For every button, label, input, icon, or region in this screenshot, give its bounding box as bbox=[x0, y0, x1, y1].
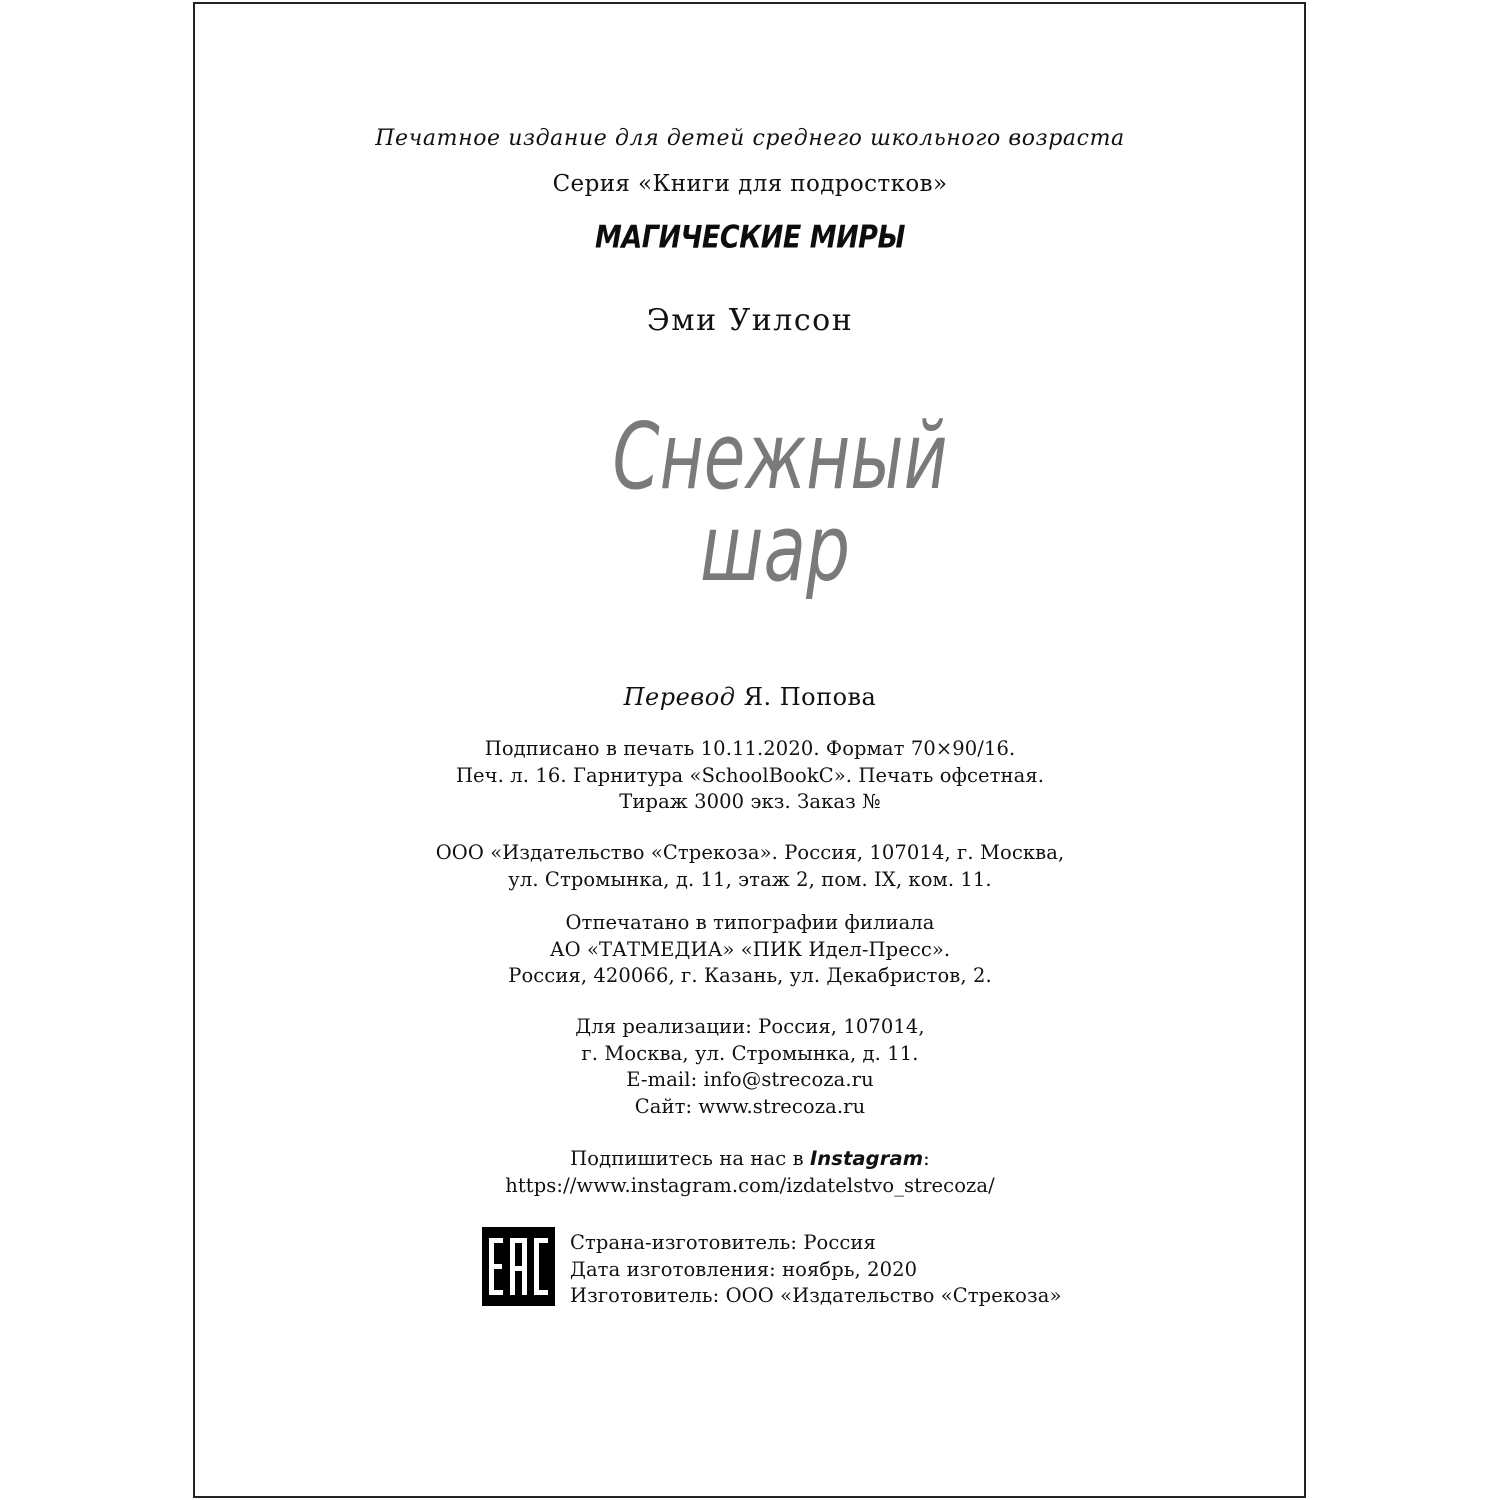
instagram-url: https://www.instagram.com/izdatelstvo_strecoza/ bbox=[505, 1173, 995, 1197]
sales-line: г. Москва, ул. Стромынка, д. 11. bbox=[581, 1041, 919, 1065]
audience-subtitle: Печатное издание для детей среднего школьного возраста bbox=[375, 126, 1125, 151]
book-title-lettering bbox=[600, 388, 960, 638]
book-title-line-1: Снежный bbox=[612, 403, 948, 510]
series-brand-logo: МАГИЧЕСКИЕ МИРЫ bbox=[595, 219, 905, 256]
imprint-line: Подписано в печать 10.11.2020. Формат 70×90/16. bbox=[484, 737, 1016, 760]
social-suffix: : bbox=[923, 1147, 930, 1170]
sales-website: Сайт: www.strecoza.ru bbox=[634, 1094, 866, 1118]
printer-line: АО «ТАТМЕДИА» «ПИК Идел-Пресс». bbox=[549, 937, 951, 961]
social-prefix: Подпишитесь на нас в bbox=[570, 1147, 810, 1170]
imprint-block bbox=[0, 736, 1500, 816]
imprint-line: Печ. л. 16. Гарнитура «SchoolBookC». Печать офсетная. bbox=[455, 763, 1045, 787]
social-block bbox=[0, 1146, 1500, 1199]
translation-label: Перевод bbox=[623, 683, 736, 711]
manufacturer-block bbox=[570, 1230, 1062, 1310]
book-title-line-2: шар bbox=[700, 495, 850, 602]
sales-line: Для реализации: Россия, 107014, bbox=[575, 1015, 925, 1038]
eac-certification-icon bbox=[482, 1227, 555, 1306]
manufacturer-name: Изготовитель: ООО «Издательство «Стрекоза» bbox=[570, 1284, 1062, 1307]
sales-contact-block bbox=[0, 1014, 1500, 1120]
publisher-line: ул. Стромынка, д. 11, этаж 2, пом. IX, ком. 11. bbox=[508, 867, 992, 891]
author-name: Эми Уилсон bbox=[646, 303, 854, 338]
translation-credit bbox=[0, 683, 1500, 711]
printer-block bbox=[0, 910, 1500, 990]
publisher-block bbox=[0, 840, 1500, 893]
manufacturer-country: Страна-изготовитель: Россия bbox=[570, 1231, 876, 1254]
social-invite bbox=[0, 1146, 1500, 1173]
manufacture-date: Дата изготовления: ноябрь, 2020 bbox=[570, 1257, 918, 1281]
imprint-line: Тираж 3000 экз. Заказ № bbox=[619, 790, 881, 813]
printer-line: Отпечатано в типографии филиала bbox=[565, 911, 935, 934]
instagram-wordmark: Instagram bbox=[809, 1147, 924, 1170]
series-name: Серия «Книги для подростков» bbox=[552, 171, 948, 197]
publisher-line: ООО «Издательство «Стрекоза». Россия, 107014, г. Москва, bbox=[435, 841, 1065, 864]
sales-email: E-mail: info@strecoza.ru bbox=[626, 1068, 874, 1091]
printer-line: Россия, 420066, г. Казань, ул. Декабристов, 2. bbox=[508, 964, 992, 987]
translator-name: Я. Попова bbox=[743, 683, 877, 711]
